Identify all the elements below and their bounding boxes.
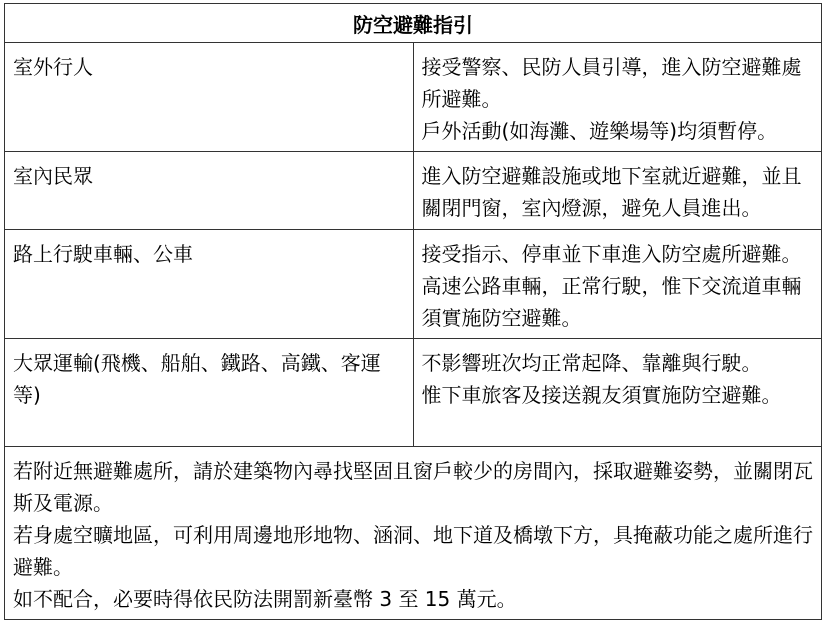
description-line: 接受警察、民防人員引導，進入防空避難處所避難。 xyxy=(421,55,802,111)
table-row xyxy=(5,339,822,447)
table-row xyxy=(5,230,822,339)
note-line: 若附近無避難處所，請於建築物內尋找堅固且窗戶較少的房間內，採取避難姿勢，並關閉瓦斯及電源。 xyxy=(13,459,813,515)
description-line: 戶外活動(如海灘、遊樂場等)均須暫停。 xyxy=(421,119,778,143)
title-row xyxy=(5,4,822,43)
note-line: 如不配合，必要時得依民防法開罰新臺幣 3 至 15 萬元。 xyxy=(13,587,517,611)
row-description xyxy=(413,43,822,152)
table-title: 防空避難指引 xyxy=(5,4,822,43)
row-label: 室外行人 xyxy=(5,43,414,152)
description-line: 高速公路車輛，正常行駛，惟下交流道車輛須實施防空避難。 xyxy=(421,274,802,330)
row-description xyxy=(413,339,822,447)
description-line: 接受指示、停車並下車進入防空處所避難。 xyxy=(421,242,802,266)
table-row xyxy=(5,43,822,152)
table-row xyxy=(5,152,822,230)
row-label: 室內民眾 xyxy=(5,152,414,230)
notes-cell xyxy=(5,447,822,620)
description-line: 惟下車旅客及接送親友須實施防空避難。 xyxy=(421,383,782,407)
row-label: 路上行駛車輛、公車 xyxy=(5,230,414,339)
notes-row xyxy=(5,447,822,620)
description-line: 進入防空避難設施或地下室就近避難，並且關閉門窗，室內燈源，避免人員進出。 xyxy=(421,164,802,220)
row-label: 大眾運輸(飛機、船舶、鐵路、高鐵、客運等) xyxy=(5,339,414,447)
row-description xyxy=(413,152,822,230)
guideline-table xyxy=(4,3,822,620)
row-description xyxy=(413,230,822,339)
guideline-table-wrapper xyxy=(4,3,822,611)
description-line: 不影響班次均正常起降、靠離與行駛。 xyxy=(421,351,762,375)
note-line: 若身處空曠地區，可利用周邊地形地物、涵洞、地下道及橋墩下方，具掩蔽功能之處所進行避難。 xyxy=(13,523,813,579)
